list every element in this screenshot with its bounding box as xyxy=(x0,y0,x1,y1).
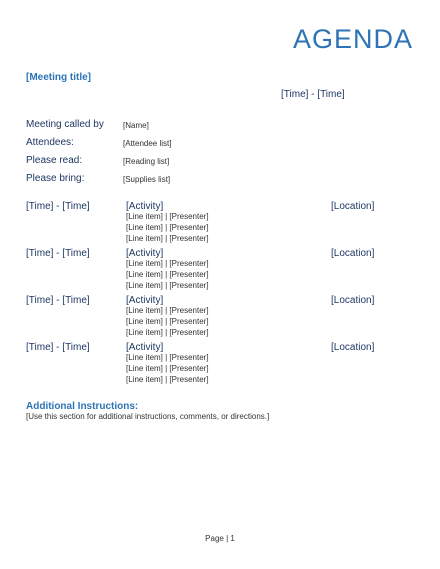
agenda-block-activity: [Activity] xyxy=(126,248,164,259)
info-value-please-bring: [Supplies list] xyxy=(123,175,171,184)
page-footer xyxy=(0,534,440,543)
info-label-please-read: Please read: xyxy=(26,155,83,166)
agenda-line-item: [Line item] | [Presenter] xyxy=(126,223,209,232)
agenda-block-time: [Time] - [Time] xyxy=(26,295,90,306)
agenda-block-location: [Location] xyxy=(331,295,375,306)
info-value-please-read: [Reading list] xyxy=(123,157,170,166)
agenda-block-location: [Location] xyxy=(331,201,375,212)
agenda-line-item: [Line item] | [Presenter] xyxy=(126,306,209,315)
agenda-line-item: [Line item] | [Presenter] xyxy=(126,259,209,268)
agenda-block-location: [Location] xyxy=(331,248,375,259)
agenda-block-activity: [Activity] xyxy=(126,342,164,353)
meeting-title: [Meeting title] xyxy=(26,72,91,83)
agenda-line-item: [Line item] | [Presenter] xyxy=(126,328,209,337)
agenda-line-item: [Line item] | [Presenter] xyxy=(126,270,209,279)
agenda-block-time: [Time] - [Time] xyxy=(26,248,90,259)
info-value-attendees: [Attendee list] xyxy=(123,139,172,148)
info-label-please-bring: Please bring: xyxy=(26,173,85,184)
agenda-line-item: [Line item] | [Presenter] xyxy=(126,375,209,384)
agenda-block-activity: [Activity] xyxy=(126,201,164,212)
agenda-line-item: [Line item] | [Presenter] xyxy=(126,234,209,243)
page-title: AGENDA xyxy=(292,24,413,54)
agenda-block-time: [Time] - [Time] xyxy=(26,342,90,353)
page-number: Page | 1 xyxy=(205,534,235,543)
additional-instructions-heading: Additional Instructions: xyxy=(26,401,139,412)
info-label-called-by: Meeting called by xyxy=(26,119,104,130)
info-value-called-by: [Name] xyxy=(123,121,149,130)
meeting-time-range: [Time] - [Time] xyxy=(281,89,345,100)
agenda-line-item: [Line item] | [Presenter] xyxy=(126,317,209,326)
additional-instructions-text: [Use this section for additional instructions, comments, or directions.] xyxy=(26,412,270,421)
agenda-line-item: [Line item] | [Presenter] xyxy=(126,353,209,362)
agenda-line-item: [Line item] | [Presenter] xyxy=(126,364,209,373)
info-label-attendees: Attendees: xyxy=(26,137,74,148)
agenda-block-location: [Location] xyxy=(331,342,375,353)
agenda-line-item: [Line item] | [Presenter] xyxy=(126,281,209,290)
agenda-block-time: [Time] - [Time] xyxy=(26,201,90,212)
agenda-line-item: [Line item] | [Presenter] xyxy=(126,212,209,221)
agenda-block-activity: [Activity] xyxy=(126,295,164,306)
